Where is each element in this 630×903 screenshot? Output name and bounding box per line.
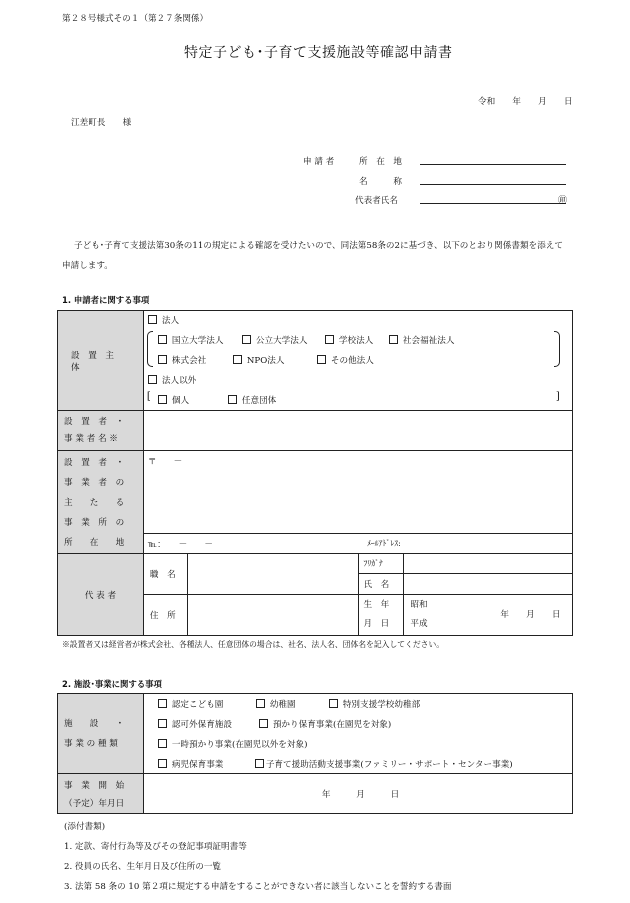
- checkbox-icon[interactable]: [158, 759, 167, 768]
- founder-name-input[interactable]: [143, 411, 572, 451]
- corp-national-univ-label: 国立大学法人: [171, 336, 224, 346]
- corp-other[interactable]: [317, 354, 374, 366]
- postal-mark: 〒 －: [147, 457, 183, 467]
- type-temporary-care-label: 一時預かり事業(在園児以外を対象): [171, 740, 308, 750]
- birth-label-1: 生 年: [363, 600, 390, 610]
- email-label: ﾒｰﾙｱﾄﾞﾚｽ:: [366, 539, 401, 549]
- checkbox-icon[interactable]: [255, 759, 264, 768]
- rep-name-input-line[interactable]: [420, 203, 566, 204]
- name-input-line[interactable]: [420, 184, 566, 185]
- checkbox-icon[interactable]: [158, 739, 167, 748]
- date-field[interactable]: 令和 年 月 日: [478, 97, 573, 107]
- corp-option-label: 法人: [161, 316, 180, 326]
- rep-name-label: 代表者氏名: [355, 196, 398, 206]
- corp-company-label: 株式会社: [171, 356, 207, 366]
- founder-label: 設 置 主 体: [71, 350, 123, 373]
- furigana-input[interactable]: [404, 554, 573, 574]
- founder-options-cell: [143, 311, 572, 411]
- birth-input[interactable]: [404, 595, 573, 636]
- type-label-2: 事 業 の 種 類: [64, 738, 118, 749]
- email-input[interactable]: [359, 534, 573, 554]
- person-name-input[interactable]: [404, 574, 573, 595]
- section2-heading: 2. 施設･事業に関する事項: [62, 679, 162, 689]
- corp-social-welfare[interactable]: [389, 334, 455, 346]
- type-special-support-label: 特別支援学校幼稚部: [342, 700, 421, 710]
- founder-name-label-cell: [58, 411, 144, 451]
- section1-heading: 1. 申請者に関する事項: [62, 295, 150, 305]
- person-name-label-cell: [359, 574, 404, 595]
- corp-company[interactable]: [158, 354, 206, 366]
- corp-national-univ[interactable]: [158, 334, 224, 346]
- rep-address-label: 住 所: [149, 611, 176, 621]
- birth-label-cell: [359, 595, 404, 636]
- main-office-label-1: 設 置 者 ・: [64, 458, 125, 468]
- type-extended-care[interactable]: [259, 718, 391, 730]
- corp-bracket-right: [554, 331, 560, 367]
- main-office-label-3: 主 た る: [64, 498, 125, 508]
- checkbox-icon[interactable]: [389, 335, 398, 344]
- checkbox-icon[interactable]: [158, 355, 167, 364]
- founder-name-label-2: 事 業 者 名 ※: [64, 434, 118, 444]
- corp-social-welfare-label: 社会福祉法人: [402, 336, 455, 346]
- attachment-item-3: 3. 法第 58 条の 10 第２項に規定する申請をすることができない者に該当しないことを誓約する書面: [64, 882, 452, 892]
- type-family-support[interactable]: [255, 758, 513, 770]
- page-title: 特定子ども･子育て支援施設等確認申請書: [184, 45, 453, 61]
- noncorp-voluntary-label: 任意団体: [241, 396, 277, 406]
- position-label: 職 名: [149, 570, 176, 580]
- birth-ymd: 年 月 日: [500, 610, 561, 620]
- checkbox-icon[interactable]: [158, 699, 167, 708]
- checkbox-icon[interactable]: [317, 355, 326, 364]
- start-date-label-cell: [58, 774, 144, 814]
- checkbox-icon[interactable]: [329, 699, 338, 708]
- noncorp-bracket-left: [: [146, 391, 151, 402]
- checkbox-icon[interactable]: [158, 395, 167, 404]
- rep-label-cell: [58, 554, 144, 636]
- seal-mark: ㊞: [558, 196, 568, 206]
- checkbox-icon[interactable]: [242, 335, 251, 344]
- address-label-cell: [143, 595, 187, 636]
- type-extended-care-label: 預かり保育事業(在園児を対象): [272, 720, 392, 730]
- type-label-cell: [58, 694, 144, 774]
- addressee: 江差町長 様: [71, 118, 132, 128]
- applicant-table: [57, 310, 573, 636]
- noncorp-option-label: 法人以外: [161, 376, 197, 386]
- noncorp-individual-label: 個人: [171, 396, 190, 406]
- type-certified-kodomoen-label: 認定こども園: [171, 700, 224, 710]
- type-unlicensed-nursery[interactable]: [158, 718, 232, 730]
- intro-paragraph: 子ども･子育て支援法第30条の11の規定による確認を受けたいので、同法第58条の2に基づき、以下のとおり関係書類を添えて申請します。: [62, 241, 563, 271]
- position-input[interactable]: [187, 554, 359, 595]
- type-special-support[interactable]: [329, 698, 420, 710]
- noncorp-checkbox[interactable]: [148, 375, 157, 384]
- address-label: 所 在 地: [359, 157, 402, 167]
- type-family-support-label: 子育て援助活動支援事業(ファミリー・サポート・センター事業): [265, 760, 513, 770]
- checkbox-icon[interactable]: [228, 395, 237, 404]
- type-sick-child-care-label: 病児保育事業: [171, 760, 224, 770]
- main-office-label-2: 事 業 者 の: [64, 478, 125, 488]
- type-kindergarten-label: 幼稚園: [269, 700, 296, 710]
- checkbox-icon[interactable]: [256, 699, 265, 708]
- corp-checkbox[interactable]: [148, 315, 157, 324]
- founder-name-label-1: 設 置 者 ・: [64, 417, 125, 427]
- furigana-label: ﾌﾘｶﾞﾅ: [363, 559, 383, 568]
- type-kindergarten[interactable]: [256, 698, 296, 710]
- start-date-value: 年 月 日: [321, 789, 400, 800]
- type-sick-child-care[interactable]: [158, 758, 224, 770]
- corp-bracket-left: [147, 331, 153, 367]
- start-date-input[interactable]: [143, 774, 572, 814]
- corp-other-label: その他法人: [330, 356, 374, 366]
- type-unlicensed-nursery-label: 認可外保育施設: [171, 720, 232, 730]
- main-office-address-input[interactable]: [143, 451, 572, 534]
- start-date-label-1: 事 業 開 始: [64, 781, 125, 791]
- corp-public-univ[interactable]: [242, 334, 308, 346]
- start-date-label-2: （予定）年月日: [64, 799, 125, 809]
- birth-label-2: 月 日: [363, 619, 390, 629]
- noncorp-bracket-right: ]: [555, 391, 560, 402]
- attachment-item-2: 2. 役員の氏名、生年月日及び住所の一覧: [64, 862, 222, 872]
- attachments-heading: (添付書類): [64, 822, 106, 832]
- corp-npo-label: NPO法人: [246, 356, 285, 366]
- checkbox-icon[interactable]: [233, 355, 242, 364]
- position-label-cell: [143, 554, 187, 595]
- noncorp-option[interactable]: [148, 374, 196, 386]
- main-office-label-4: 事 業 所 の: [64, 518, 125, 528]
- person-name-label: 氏 名: [363, 580, 390, 590]
- furigana-label-cell: [359, 554, 404, 574]
- tel-label: ℡： － －: [147, 539, 213, 550]
- section1-note: ※設置者又は経営者が株式会社、各種法人、任意団体の場合は、社名、法人名、団体名を記入してください。: [62, 640, 445, 649]
- rep-address-input[interactable]: [187, 595, 359, 636]
- corp-option[interactable]: [148, 314, 179, 326]
- type-temporary-care[interactable]: [158, 738, 308, 750]
- type-label-1: 施 設 ・: [64, 718, 125, 729]
- checkbox-icon[interactable]: [158, 335, 167, 344]
- applicant-label: 申 請 者: [303, 157, 335, 167]
- corp-public-univ-label: 公立大学法人: [255, 336, 308, 346]
- main-office-label-5: 所 在 地: [64, 538, 125, 548]
- checkbox-icon[interactable]: [259, 719, 268, 728]
- founder-label-cell: [58, 311, 144, 411]
- address-input-line[interactable]: [420, 164, 566, 165]
- checkbox-icon[interactable]: [325, 335, 334, 344]
- facility-table: [57, 693, 573, 814]
- attachment-item-1: 1. 定款、寄付行為等及びその登記事項証明書等: [64, 842, 247, 852]
- form-number: 第２８号様式その１（第２７条関係）: [62, 14, 209, 24]
- type-certified-kodomoen[interactable]: [158, 698, 224, 710]
- era-showa[interactable]: 昭和: [410, 600, 428, 610]
- corp-school-label: 学校法人: [338, 336, 374, 346]
- noncorp-voluntary[interactable]: [228, 394, 276, 406]
- rep-block-label: 代 表 者: [84, 590, 117, 601]
- tel-input[interactable]: [143, 534, 359, 554]
- name-label: 名 称: [359, 177, 402, 187]
- era-heisei[interactable]: 平成: [410, 619, 428, 629]
- type-options-cell: [143, 694, 572, 774]
- checkbox-icon[interactable]: [158, 719, 167, 728]
- main-office-label-cell: [58, 451, 144, 554]
- noncorp-individual[interactable]: [158, 394, 189, 406]
- corp-school[interactable]: [325, 334, 373, 346]
- corp-npo[interactable]: [233, 354, 285, 366]
